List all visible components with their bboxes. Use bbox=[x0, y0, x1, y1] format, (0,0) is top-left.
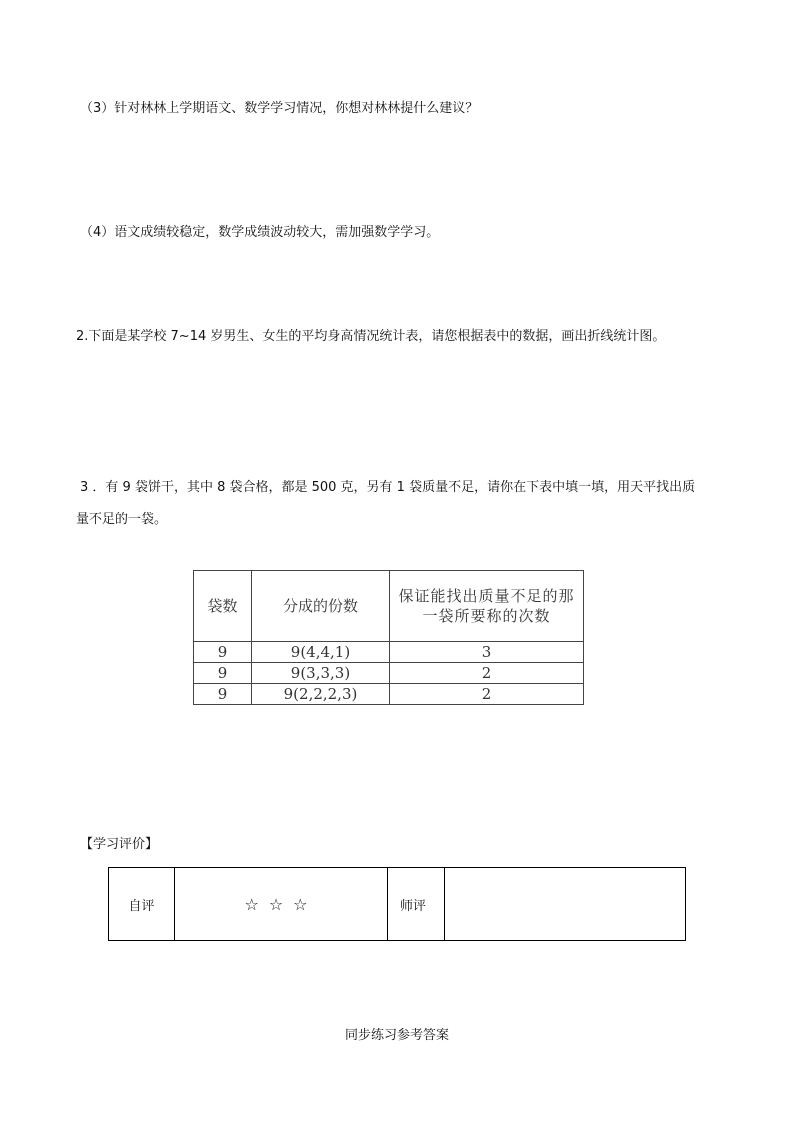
header-weighings-needed: 保证能找出质量不足的那一袋所要称的次数 bbox=[390, 571, 584, 642]
self-eval-label: 自评 bbox=[109, 868, 175, 941]
cell-bag-count: 9 bbox=[194, 642, 252, 663]
cell-split-parts: 9(2,2,2,3) bbox=[252, 684, 390, 705]
evaluation-table bbox=[108, 867, 686, 941]
cell-weighings: 2 bbox=[390, 663, 584, 684]
teacher-eval-field[interactable] bbox=[445, 868, 686, 941]
star-rating[interactable]: ☆☆☆ bbox=[175, 868, 388, 941]
problem-3-text-line1: 3 ．有 9 袋饼干，其中 8 袋合格，都是 500 克，另有 1 袋质量不足，请你在下表中填一填，用天平找出质 bbox=[80, 480, 696, 495]
cell-bag-count: 9 bbox=[194, 663, 252, 684]
answer-4-text: （4）语文成绩较稳定，数学成绩波动较大，需加强数学学习。 bbox=[80, 225, 440, 240]
evaluation-row bbox=[109, 868, 686, 941]
weighing-table-header-row bbox=[194, 571, 584, 642]
cell-bag-count: 9 bbox=[194, 684, 252, 705]
evaluation-title: 【学习评价】 bbox=[80, 837, 159, 852]
table-row bbox=[194, 642, 584, 663]
table-row bbox=[194, 663, 584, 684]
question-3-text: （3）针对林林上学期语文、数学学习情况，你想对林林提什么建议？ bbox=[80, 101, 479, 116]
cell-weighings: 2 bbox=[390, 684, 584, 705]
teacher-eval-label: 师评 bbox=[388, 868, 445, 941]
cell-weighings: 3 bbox=[390, 642, 584, 663]
cell-split-parts: 9(4,4,1) bbox=[252, 642, 390, 663]
table-row bbox=[194, 684, 584, 705]
header-split-parts: 分成的份数 bbox=[252, 571, 390, 642]
problem-3-text-line2: 量不足的一袋。 bbox=[76, 512, 168, 527]
weighing-table bbox=[193, 570, 584, 705]
header-bag-count: 袋数 bbox=[194, 571, 252, 642]
problem-2-text: 2.下面是某学校 7~14 岁男生、女生的平均身高情况统计表，请您根据表中的数据，画出折线统计图。 bbox=[76, 329, 666, 344]
answer-section-title: 同步练习参考答案 bbox=[344, 1028, 449, 1043]
cell-split-parts: 9(3,3,3) bbox=[252, 663, 390, 684]
